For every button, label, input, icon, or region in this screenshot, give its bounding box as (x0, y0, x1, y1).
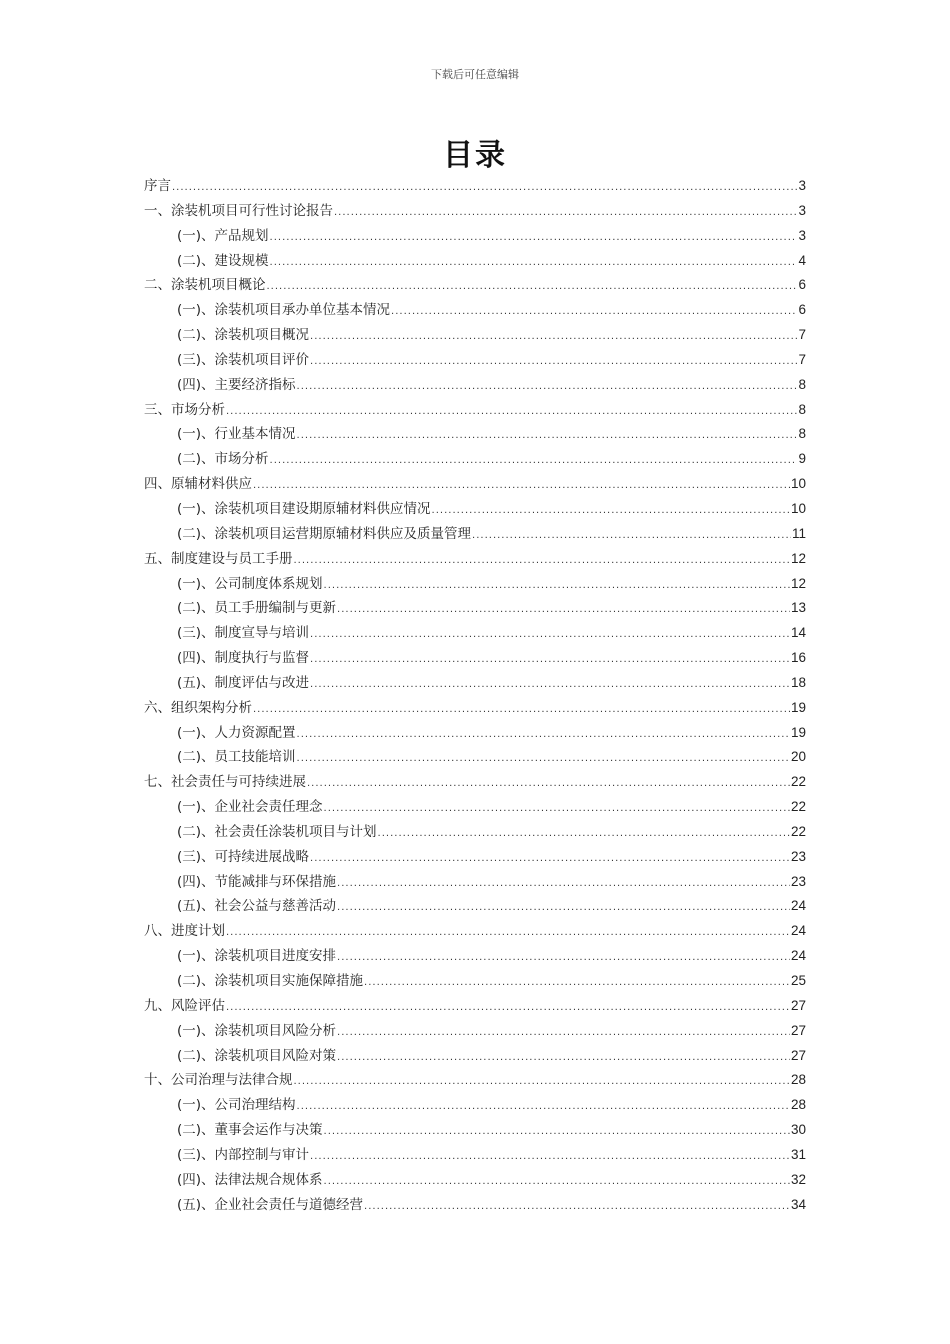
toc-entry[interactable] (144, 497, 806, 522)
toc-entry-page-number: 3 (798, 202, 806, 218)
toc-entry[interactable] (144, 348, 806, 373)
toc-entry[interactable] (144, 919, 806, 944)
toc-entry-page-number: 30 (790, 1122, 806, 1138)
toc-title: 目录 (443, 138, 507, 173)
toc-entry[interactable] (144, 1019, 806, 1044)
toc-entry[interactable] (144, 795, 806, 820)
toc-dot-leader (364, 971, 790, 996)
toc-dot-leader (337, 872, 790, 897)
toc-entry[interactable] (144, 199, 806, 224)
toc-dot-leader (334, 201, 797, 226)
toc-entry-label: (一)、涂装机项目承办单位基本情况 (177, 302, 391, 319)
toc-entry[interactable] (144, 273, 806, 298)
toc-entry[interactable] (144, 298, 806, 323)
toc-entry-label: (四)、法律法规合规体系 (177, 1171, 323, 1188)
toc-dot-leader (324, 1170, 790, 1195)
toc-entry[interactable] (144, 1168, 806, 1193)
toc-entry-page-number: 7 (798, 327, 806, 343)
toc-entry-label: (五)、制度评估与改进 (177, 674, 310, 691)
toc-entry[interactable] (144, 969, 806, 994)
toc-entry-label: (二)、涂装机项目实施保障措施 (177, 973, 364, 989)
toc-entry-label: (三)、涂装机项目评价 (177, 351, 310, 368)
toc-entry-label: (三)、内部控制与审计 (177, 1146, 310, 1163)
toc-dot-leader (253, 474, 790, 499)
toc-dot-leader (253, 698, 790, 723)
toc-entry[interactable] (144, 373, 806, 398)
toc-entry-label: (一)、人力资源配置 (177, 724, 296, 741)
toc-entry-label: (一)、企业社会责任理念 (177, 799, 323, 816)
toc-dot-leader (310, 350, 797, 375)
toc-entry-label: (一)、公司制度体系规划 (177, 575, 323, 592)
toc-entry-page-number: 23 (790, 873, 806, 889)
toc-entry-page-number: 25 (790, 973, 806, 988)
toc-entry[interactable] (144, 572, 806, 597)
toc-dot-leader (297, 424, 798, 449)
toc-dot-leader (310, 325, 797, 350)
toc-entry-page-number: 8 (798, 376, 806, 392)
toc-entry-label: (二)、涂装机项目运营期原辅材料供应及质量管理 (177, 525, 472, 542)
toc-entry[interactable] (144, 174, 806, 199)
toc-dot-leader (310, 673, 790, 698)
toc-dot-leader (294, 1070, 790, 1095)
toc-entry-label: (二)、董事会运作与决策 (177, 1122, 323, 1139)
toc-entry-page-number: 20 (790, 749, 806, 765)
toc-entry-label: (一)、涂装机项目建设期原辅材料供应情况 (177, 500, 431, 517)
toc-dot-leader (391, 300, 797, 325)
toc-entry[interactable] (144, 944, 806, 969)
toc-entry-label: (二)、员工技能培训 (177, 749, 296, 766)
toc-dot-leader (310, 648, 790, 673)
toc-entry-label: 七、社会责任与可持续进展 (144, 774, 306, 791)
toc-entry-label: (四)、制度执行与监督 (177, 650, 310, 667)
toc-entry-label: (一)、涂装机项目风险分析 (177, 1022, 337, 1039)
toc-entry-label: 十、公司治理与法律合规 (144, 1072, 293, 1089)
page-header-note: 下载后可任意编辑 (431, 68, 519, 81)
toc-entry-label: 五、制度建设与员工手册 (144, 550, 293, 567)
toc-entry-page-number: 27 (790, 1022, 806, 1038)
toc-dot-leader (307, 772, 790, 797)
toc-dot-leader (270, 449, 798, 474)
toc-entry-page-number: 14 (790, 625, 806, 641)
toc-entry-label: 三、市场分析 (144, 401, 225, 418)
toc-entry[interactable] (144, 721, 806, 746)
toc-entry-page-number: 18 (790, 674, 806, 690)
toc-dot-leader (432, 499, 790, 524)
toc-entry-page-number: 16 (790, 650, 806, 666)
toc-entry-page-number: 10 (790, 500, 806, 516)
toc-dot-leader (270, 251, 798, 276)
toc-entry[interactable] (144, 646, 806, 671)
toc-entry-label: 四、原辅材料供应 (144, 476, 252, 493)
toc-dot-leader (324, 1120, 790, 1145)
toc-entry-label: 序言 (144, 178, 171, 194)
toc-entry[interactable] (144, 1044, 806, 1069)
toc-entry-page-number: 28 (790, 1097, 806, 1113)
toc-dot-leader (172, 176, 797, 201)
toc-entry[interactable] (144, 845, 806, 870)
toc-entry-page-number: 8 (798, 401, 806, 417)
toc-entry-page-number: 22 (790, 823, 806, 839)
toc-entry[interactable] (144, 522, 806, 547)
toc-entry-label: (一)、公司治理结构 (177, 1097, 296, 1114)
toc-entry[interactable] (144, 249, 806, 274)
toc-entry-page-number: 22 (790, 799, 806, 815)
toc-dot-leader (378, 822, 790, 847)
toc-dot-leader (337, 1021, 790, 1046)
toc-entry[interactable] (144, 1093, 806, 1118)
toc-entry[interactable] (144, 547, 806, 572)
toc-entry-label: 二、涂装机项目概论 (144, 277, 266, 294)
toc-dot-leader (310, 623, 790, 648)
toc-entry-label: (五)、社会公益与慈善活动 (177, 898, 337, 915)
toc-dot-leader (297, 1095, 790, 1120)
toc-entry-page-number: 19 (790, 724, 806, 740)
toc-entry-page-number: 22 (790, 774, 806, 790)
toc-entry[interactable] (144, 472, 806, 497)
toc-entry-label: 九、风险评估 (144, 997, 225, 1014)
toc-entry-page-number: 6 (798, 277, 806, 293)
toc-entry[interactable] (144, 770, 806, 795)
toc-entry-label: (三)、可持续进展战略 (177, 848, 310, 865)
toc-entry-page-number: 11 (791, 525, 806, 541)
toc-entry-label: (四)、主要经济指标 (177, 376, 296, 393)
toc-entry[interactable] (144, 894, 806, 919)
toc-entry-page-number: 24 (790, 898, 806, 914)
toc-entry-label: (五)、企业社会责任与道德经营 (177, 1196, 364, 1213)
toc-entry-label: 八、进度计划 (144, 923, 225, 940)
toc-entry[interactable] (144, 447, 806, 472)
toc-entry-page-number: 3 (798, 178, 806, 193)
toc-dot-leader (324, 574, 790, 599)
toc-entry-page-number: 23 (790, 848, 806, 864)
toc-entry-page-number: 7 (798, 351, 806, 367)
toc-dot-leader (226, 996, 790, 1021)
toc-entry-label: (三)、制度宣导与培训 (177, 625, 310, 642)
toc-entry-page-number: 3 (798, 227, 806, 243)
toc-dot-leader (267, 275, 798, 300)
toc-entry-page-number: 32 (790, 1171, 806, 1187)
toc-entry-label: (二)、员工手册编制与更新 (177, 600, 337, 617)
toc-entry[interactable] (144, 820, 806, 845)
toc-entry-page-number: 34 (790, 1196, 806, 1212)
toc-entry-label: 六、组织架构分析 (144, 699, 252, 716)
table-of-contents (144, 174, 806, 1217)
toc-dot-leader (294, 549, 790, 574)
toc-dot-leader (297, 723, 790, 748)
toc-dot-leader (270, 226, 798, 251)
toc-dot-leader (310, 847, 790, 872)
toc-entry-page-number: 24 (790, 923, 806, 939)
toc-dot-leader (310, 1145, 790, 1170)
toc-entry-label: (四)、节能减排与环保措施 (177, 873, 337, 890)
toc-entry[interactable] (144, 398, 806, 423)
toc-entry-page-number: 12 (790, 575, 806, 591)
toc-entry-page-number: 10 (790, 476, 806, 492)
toc-entry-label: (二)、建设规模 (177, 252, 269, 269)
toc-entry-label: (一)、行业基本情况 (177, 426, 296, 443)
toc-entry-page-number: 12 (790, 550, 806, 566)
toc-entry[interactable] (144, 745, 806, 770)
toc-dot-leader (472, 524, 791, 549)
toc-entry[interactable] (144, 1193, 806, 1218)
toc-entry-label: (二)、涂装机项目风险对策 (177, 1047, 337, 1064)
toc-entry[interactable] (144, 870, 806, 895)
toc-entry[interactable] (144, 994, 806, 1019)
toc-dot-leader (297, 375, 798, 400)
toc-entry-page-number: 28 (790, 1072, 806, 1088)
toc-dot-leader (337, 1046, 790, 1071)
toc-dot-leader (226, 400, 797, 425)
toc-dot-leader (337, 896, 790, 921)
toc-entry[interactable] (144, 224, 806, 249)
toc-entry-label: 一、涂装机项目可行性讨论报告 (144, 202, 333, 219)
toc-dot-leader (337, 946, 790, 971)
toc-entry[interactable] (144, 422, 806, 447)
toc-entry-page-number: 13 (790, 600, 806, 616)
toc-dot-leader (297, 747, 790, 772)
toc-entry-label: (二)、市场分析 (177, 451, 269, 468)
toc-entry[interactable] (144, 1068, 806, 1093)
toc-entry[interactable] (144, 1143, 806, 1168)
toc-entry-label: (二)、社会责任涂装机项目与计划 (177, 823, 377, 840)
toc-entry-label: (一)、产品规划 (177, 227, 269, 244)
toc-entry-label: (一)、涂装机项目进度安排 (177, 948, 337, 965)
toc-entry-page-number: 27 (790, 997, 806, 1013)
toc-entry[interactable] (144, 596, 806, 621)
toc-entry[interactable] (144, 696, 806, 721)
toc-dot-leader (337, 598, 790, 623)
toc-entry-page-number: 6 (798, 302, 806, 318)
toc-entry[interactable] (144, 1118, 806, 1143)
toc-dot-leader (364, 1195, 790, 1220)
toc-entry[interactable] (144, 671, 806, 696)
toc-entry-page-number: 8 (798, 426, 806, 442)
toc-dot-leader (226, 921, 790, 946)
toc-entry-page-number: 9 (798, 451, 806, 467)
toc-entry-page-number: 4 (798, 252, 806, 268)
toc-entry[interactable] (144, 323, 806, 348)
toc-entry-page-number: 31 (790, 1146, 806, 1162)
toc-entry-label: (二)、涂装机项目概况 (177, 327, 310, 344)
toc-dot-leader (324, 797, 790, 822)
toc-entry-page-number: 19 (790, 699, 806, 715)
toc-entry-page-number: 24 (790, 948, 806, 964)
toc-entry-page-number: 27 (790, 1047, 806, 1063)
toc-entry[interactable] (144, 621, 806, 646)
